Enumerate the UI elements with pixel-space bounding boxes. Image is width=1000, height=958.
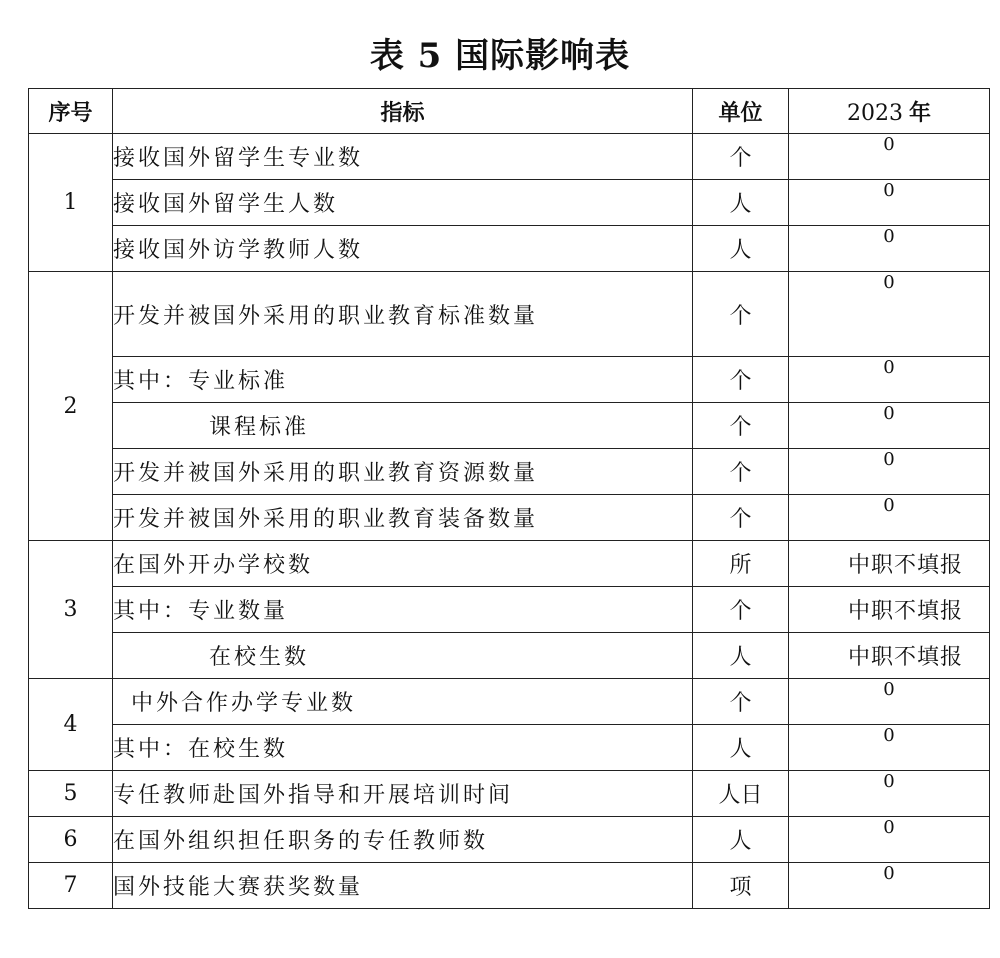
value-cell: 0: [789, 357, 990, 403]
value-cell: 0: [789, 134, 990, 180]
unit-cell: 个: [693, 495, 789, 541]
table-row: [29, 357, 990, 403]
unit-cell: 个: [693, 587, 789, 633]
value-cell: 中职不填报: [789, 541, 990, 587]
indicator-cell: 在国外组织担任职务的专任教师数: [113, 817, 693, 863]
indicator-cell: 在国外开办学校数: [113, 541, 693, 587]
header-indicator: 指标: [113, 89, 693, 134]
table-row: [29, 226, 990, 272]
unit-cell: 人: [693, 633, 789, 679]
value-cell: 中职不填报: [789, 587, 990, 633]
seq-cell: 6: [29, 817, 113, 863]
international-influence-table: [28, 88, 990, 909]
indicator-cell: 其中：专业数量: [113, 587, 693, 633]
value-cell: 0: [789, 817, 990, 863]
table-row: [29, 587, 990, 633]
value-cell: 0: [789, 725, 990, 771]
header-seq: 序号: [29, 89, 113, 134]
indicator-cell: 开发并被国外采用的职业教育装备数量: [113, 495, 693, 541]
indicator-cell: 专任教师赴国外指导和开展培训时间: [113, 771, 693, 817]
unit-cell: 人: [693, 817, 789, 863]
table-row: [29, 725, 990, 771]
unit-cell: 项: [693, 863, 789, 909]
unit-cell: 人: [693, 725, 789, 771]
header-year-number: 2023: [846, 100, 903, 126]
unit-cell: 人: [693, 226, 789, 272]
table-row: [29, 679, 990, 725]
value-cell: 0: [789, 403, 990, 449]
value-cell: 0: [789, 226, 990, 272]
unit-cell: 人日: [693, 771, 789, 817]
indicator-cell: 开发并被国外采用的职业教育标准数量: [113, 272, 693, 357]
indicator-cell: 在校生数: [113, 633, 693, 679]
value-cell: 0: [789, 679, 990, 725]
indicator-cell: 其中：在校生数: [113, 725, 693, 771]
unit-cell: 人: [693, 180, 789, 226]
table-row: [29, 817, 990, 863]
seq-cell: 7: [29, 863, 113, 909]
header-year-suffix: 年: [908, 99, 931, 126]
header-year: [789, 89, 990, 134]
seq-cell: 4: [29, 679, 113, 771]
value-cell: 0: [789, 449, 990, 495]
table-row: [29, 863, 990, 909]
seq-cell: 5: [29, 771, 113, 817]
value-cell: 0: [789, 272, 990, 357]
unit-cell: 个: [693, 134, 789, 180]
unit-cell: 个: [693, 449, 789, 495]
table-title: 表 5 国际影响表: [369, 36, 631, 76]
indicator-cell: 国外技能大赛获奖数量: [113, 863, 693, 909]
indicator-cell: 接收国外留学生专业数: [113, 134, 693, 180]
table-row: [29, 272, 990, 357]
table-row: [29, 633, 990, 679]
seq-cell: 2: [29, 272, 113, 541]
table-row: [29, 449, 990, 495]
unit-cell: 个: [693, 272, 789, 357]
unit-cell: 个: [693, 679, 789, 725]
table-row: [29, 180, 990, 226]
value-cell: 0: [789, 771, 990, 817]
table-row: [29, 403, 990, 449]
unit-cell: 个: [693, 357, 789, 403]
unit-cell: 个: [693, 403, 789, 449]
seq-cell: 1: [29, 134, 113, 272]
value-cell: 0: [789, 180, 990, 226]
table-row: [29, 134, 990, 180]
value-cell: 中职不填报: [789, 633, 990, 679]
seq-cell: 3: [29, 541, 113, 679]
value-cell: 0: [789, 495, 990, 541]
table-row: [29, 495, 990, 541]
table-row: [29, 541, 990, 587]
indicator-cell: 开发并被国外采用的职业教育资源数量: [113, 449, 693, 495]
value-cell: 0: [789, 863, 990, 909]
unit-cell: 所: [693, 541, 789, 587]
indicator-cell: 其中：专业标准: [113, 357, 693, 403]
header-unit: 单位: [693, 89, 789, 134]
table-row: [29, 771, 990, 817]
indicator-cell: 中外合作办学专业数: [113, 679, 693, 725]
indicator-cell: 接收国外留学生人数: [113, 180, 693, 226]
indicator-cell: 课程标准: [113, 403, 693, 449]
indicator-cell: 接收国外访学教师人数: [113, 226, 693, 272]
